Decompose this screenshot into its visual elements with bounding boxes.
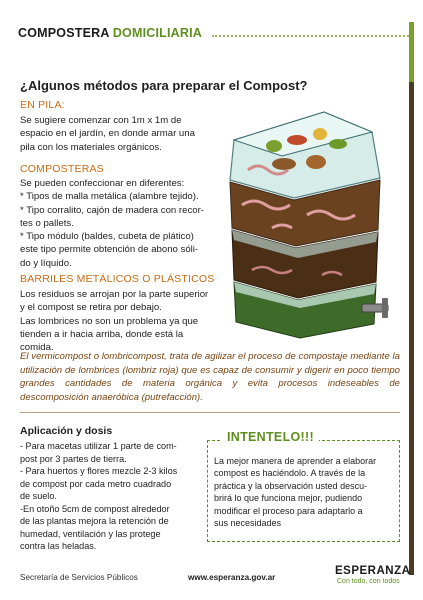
scrap (306, 155, 326, 169)
text-line: humedad, ventilación y las protege (20, 528, 161, 539)
text-line: * Tipo corralito, cajón de madera con recor- (20, 204, 204, 216)
text-line: comida. (20, 342, 54, 354)
section-body-barriles (20, 288, 215, 354)
text-line: - Para huertos y flores mezcle 2-3 kilos (20, 466, 178, 476)
page-title (18, 26, 202, 40)
text-line: compost es haciéndolo. A través de la (214, 468, 366, 479)
application-title: Aplicación y dosis (20, 425, 113, 437)
scrap (287, 135, 307, 145)
scrap (272, 158, 296, 170)
text-line: Se pueden confeccionar en diferentes: (20, 178, 185, 189)
logo-tagline: Con todo, con todos (337, 578, 400, 585)
section-title-pila: EN PILA: (20, 99, 65, 111)
text-line: Las lombrices no son un problema ya que (20, 315, 199, 327)
text-line: -En otoño 5cm de compost alrededor (20, 503, 170, 514)
text-line: La mejor manera de aprender a elaborar (214, 456, 377, 466)
text-line: Los residuos se arrojan por la parte superior (20, 289, 209, 300)
side-bar (409, 22, 414, 575)
text-line: y el compost se retira por debajo. (20, 302, 162, 314)
text-line: de las plantas mejora la retención de (20, 516, 169, 526)
tap-handle (382, 298, 388, 318)
text-line: do y líquido. (20, 257, 72, 269)
text-line: post por 3 partes de tierra. (20, 453, 127, 464)
text-line: tes o pallets. (20, 217, 74, 229)
side-bar-green (409, 22, 414, 82)
text-line: contra las heladas. (20, 541, 97, 551)
intentelo-title: INTENTELO!!! (222, 430, 319, 444)
section-title-composteras: COMPOSTERAS (20, 163, 104, 175)
text-line: - Para macetas utilizar 1 parte de com- (20, 441, 177, 451)
scrap (266, 140, 282, 152)
text-line: * Tipos de malla metálica (alambre tejido). (20, 191, 199, 203)
section-body-composteras (20, 177, 210, 270)
scrap (313, 128, 327, 140)
title-dark: COMPOSTERA (18, 26, 110, 40)
esperanza-logo: ESPERANZA (335, 565, 411, 577)
text-line: tienden a ir hacia arriba, donde está la (20, 328, 184, 340)
text-line: Se sugiere comenzar con 1m x 1m de (20, 115, 182, 126)
divider (20, 412, 400, 413)
scrap (329, 139, 347, 149)
text-line: de compost por cada metro cuadrado (20, 478, 172, 489)
main-heading: ¿Algunos métodos para preparar el Compost? (20, 78, 308, 93)
text-line: * Tipo módulo (baldes, cubeta de plático) (20, 231, 194, 243)
text-line: práctica y la observación usted descu- (214, 480, 368, 491)
text-line: este tipo permite obtención de abono sóli- (20, 244, 199, 256)
text-line: pila con los materiales orgánicos. (20, 141, 162, 153)
text-line: espacio en el jardín, en donde armar una (20, 128, 195, 140)
vermicompost-paragraph: El vermicompost o lombricompost, trata de agilizar el proceso de compostaje mediante la utilización de lombrices (lombriz roja) que es capaz de consumir y digerir en poco tiempo grandes cantidades de materia orgánica y evita procesos indeseables de descomposición anaeróbica (putrefacción). (20, 351, 400, 403)
text-line: sus necesidades (214, 518, 282, 529)
application-body (20, 440, 210, 553)
text-line: brirá lo que funciona mejor, pudiendo (214, 493, 363, 504)
intentelo-body (214, 455, 394, 529)
header-dotted-line (212, 35, 409, 37)
title-green: DOMICILIARIA (112, 26, 203, 40)
section-title-barriles: BARRILES METÁLICOS O PLÁSTICOS (20, 273, 215, 285)
compost-layers-illustration (212, 110, 402, 340)
text-line: modificar el proceso para adaptarlo a (214, 505, 363, 516)
section-body-pila (20, 114, 205, 154)
text-line: de suelo. (20, 491, 57, 501)
footer-url-link[interactable]: www.esperanza.gov.ar (188, 573, 276, 582)
footer-department: Secretaría de Servicios Públicos (20, 573, 138, 582)
